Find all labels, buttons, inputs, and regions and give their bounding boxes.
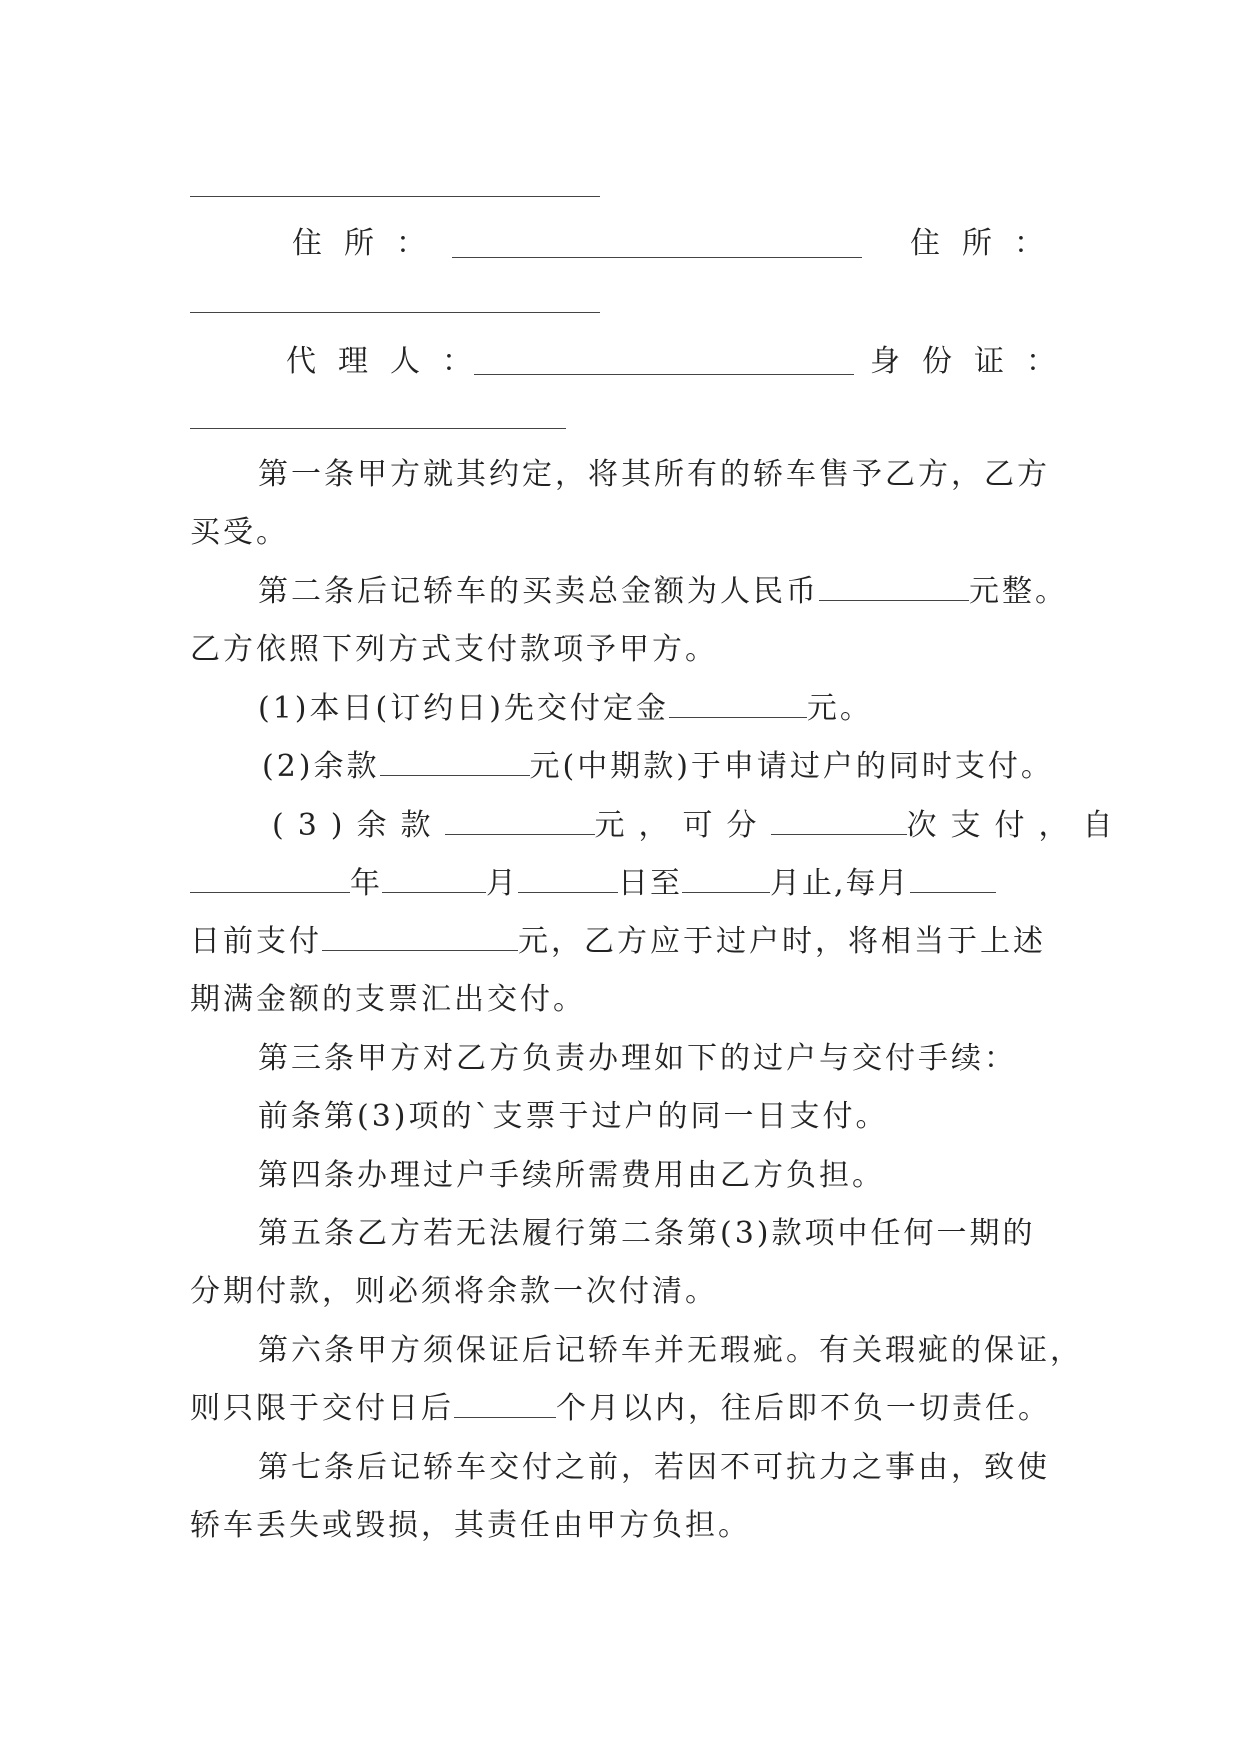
item-3-line-4: 期满金额的支票汇出交付。 [190, 982, 586, 1017]
month-end-label: 月止,每月 [770, 866, 910, 901]
item-3-line-1 [272, 806, 1132, 846]
item-3-line-3 [190, 922, 1050, 962]
item-2 [262, 747, 1122, 787]
article-5-line-2: 分期付款，则必须将余款一次付清。 [190, 1274, 718, 1309]
article-4: 第四条办理过户手续所需费用由乙方负担。 [258, 1158, 885, 1193]
start-day-blank[interactable] [518, 864, 618, 893]
item-3-text-c: 次支付，自 [906, 808, 1127, 843]
total-amount-blank[interactable] [819, 572, 969, 601]
article-3-line-2: 前条第(3)项的`支票于过户的同一日支付。 [258, 1099, 889, 1134]
article-1-line-2: 买受。 [190, 515, 289, 550]
blank-line [190, 196, 600, 197]
article-3-line-1: 第三条甲方对乙方负责办理如下的过户与交付手续： [258, 1041, 1017, 1076]
day-to-label: 日至 [618, 866, 682, 901]
article-6-suffix: 个月以内，往后即不负一切责任。 [556, 1391, 1051, 1426]
item-3-text-b: 元，可分 [594, 808, 771, 843]
id-blank[interactable] [190, 428, 566, 429]
item-1-text: (1)本日(订约日)先交付定金 [258, 691, 669, 726]
start-year-blank[interactable] [190, 864, 350, 893]
interim-payment-blank[interactable] [380, 747, 530, 776]
deposit-blank[interactable] [669, 689, 807, 718]
item-1-suffix: 元。 [806, 691, 873, 726]
article-7-line-1: 第七条后记轿车交付之前，若因不可抗力之事由，致使 [258, 1450, 1050, 1485]
article-2-line-2: 乙方依照下列方式支付款项予甲方。 [190, 632, 718, 667]
agent-blank[interactable] [474, 374, 854, 375]
item-3-text-a: (3)余款 [272, 808, 445, 843]
article-1-line-1: 第一条甲方就其约定，将其所有的轿车售予乙方，乙方 [258, 457, 1050, 492]
address-right-label: 住所： [910, 226, 1066, 261]
month-label: 月 [486, 866, 518, 901]
address-left-blank[interactable] [452, 257, 862, 258]
article-6-line-2 [190, 1389, 1050, 1429]
warranty-months-blank[interactable] [454, 1389, 556, 1418]
balance-blank[interactable] [445, 806, 595, 835]
item-2-suffix: 元(中期款)于申请过户的同时支付。 [529, 749, 1054, 784]
article-2-line-1 [258, 572, 1118, 612]
article-7-line-2: 轿车丢失或毁损，其责任由甲方负担。 [190, 1508, 751, 1543]
agent-label: 代理人： [286, 344, 494, 379]
item-1 [258, 689, 1118, 729]
address-right-blank[interactable] [190, 312, 600, 313]
article-2-suffix: 元整。 [969, 574, 1068, 609]
installments-blank[interactable] [771, 806, 907, 835]
monthly-amount-blank[interactable] [322, 922, 518, 951]
item-3-pay-text: 日前支付 [190, 924, 322, 959]
start-month-blank[interactable] [382, 864, 486, 893]
id-label: 身份证： [870, 344, 1078, 379]
item-3-line-2 [190, 864, 1050, 904]
article-6-text: 则只限于交付日后 [190, 1391, 454, 1426]
monthly-day-blank[interactable] [910, 864, 996, 893]
item-2-text: (2)余款 [262, 749, 380, 784]
year-label: 年 [350, 866, 382, 901]
item-3-pay-suffix: 元，乙方应于过户时，将相当于上述 [518, 924, 1046, 959]
address-left-label: 住所： [292, 226, 448, 261]
article-5-line-1: 第五条乙方若无法履行第二条第(3)款项中任何一期的 [258, 1216, 1036, 1251]
article-6-line-1: 第六条甲方须保证后记轿车并无瑕疵。有关瑕疵的保证， [258, 1333, 1083, 1368]
end-month-blank[interactable] [682, 864, 770, 893]
article-2-text: 第二条后记轿车的买卖总金额为人民币 [258, 574, 819, 609]
